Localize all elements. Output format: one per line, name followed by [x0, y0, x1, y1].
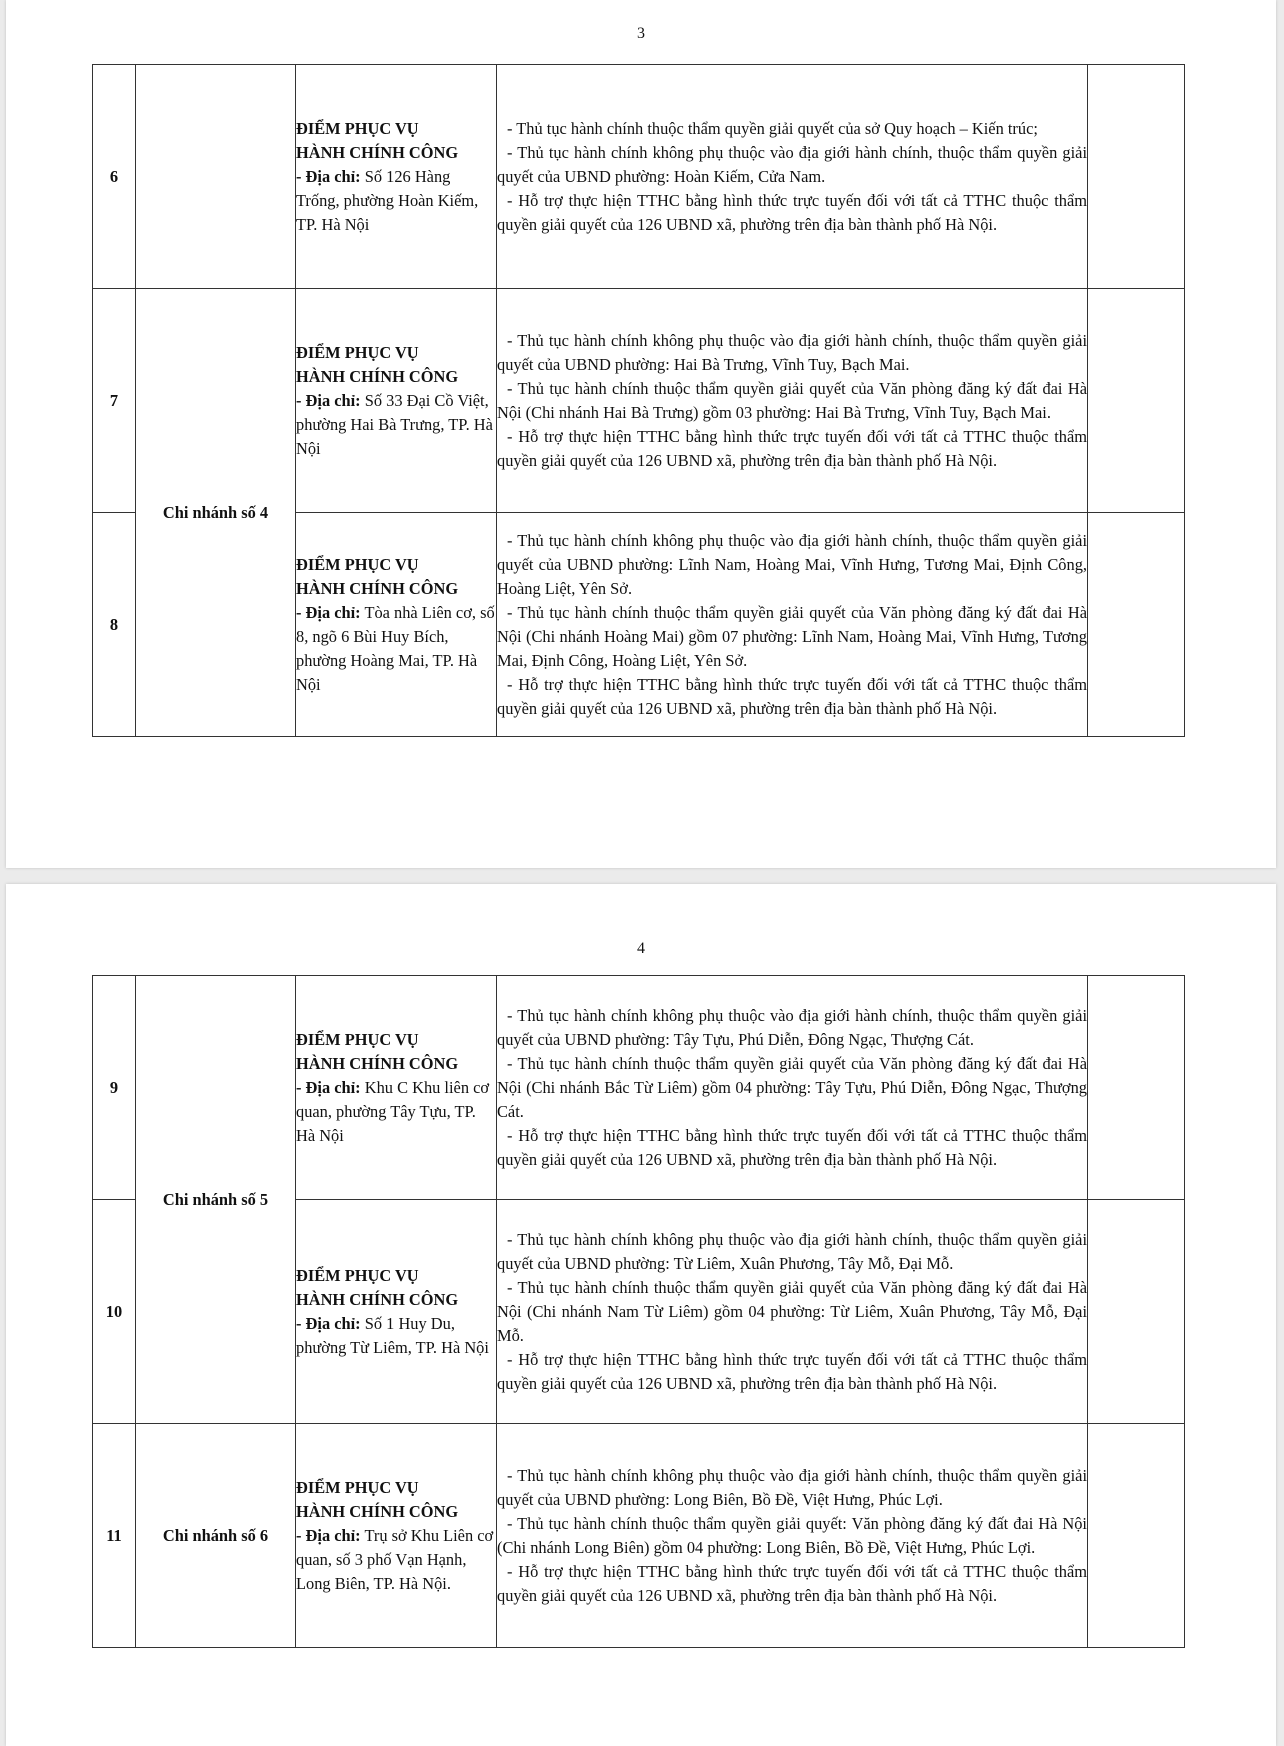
service-point-subtitle: HÀNH CHÍNH CÔNG — [296, 578, 459, 598]
branch-cell — [136, 65, 296, 289]
note-cell — [1088, 289, 1185, 513]
table-row — [93, 976, 1185, 1200]
service-point-subtitle: HÀNH CHÍNH CÔNG — [296, 1053, 459, 1073]
table-row — [93, 1424, 1185, 1648]
note-cell — [1088, 1200, 1185, 1424]
row-number: 9 — [93, 976, 136, 1200]
note-cell — [1088, 1424, 1185, 1648]
address-cell — [296, 289, 497, 513]
service-points-table — [92, 975, 1185, 1648]
table-row — [93, 289, 1185, 513]
procedures-cell — [497, 1200, 1088, 1424]
service-point-subtitle: HÀNH CHÍNH CÔNG — [296, 1289, 459, 1309]
address-cell — [296, 513, 497, 737]
address-text: Trụ sở Khu Liên cơ quan, số 3 phố Vạn Hạnh, Long Biên, TP. Hà Nội. — [296, 1525, 494, 1593]
service-point-subtitle: HÀNH CHÍNH CÔNG — [296, 142, 459, 162]
row-number: 7 — [93, 289, 136, 513]
service-point-title: ĐIỂM PHỤC VỤ — [296, 118, 419, 138]
address-label: - Địa chỉ: — [296, 1313, 361, 1333]
branch-cell: Chi nhánh số 4 — [136, 289, 296, 737]
procedure-item: - Thủ tục hành chính không phụ thuộc vào địa giới hành chính, thuộc thẩm quyền giải quyết của UBND phường: Hoàn Kiếm, Cửa Nam. — [497, 142, 1087, 186]
procedure-item: - Thủ tục hành chính thuộc thẩm quyền giải quyết của Văn phòng đăng ký đất đai Hà Nội (Chi nhánh Nam Từ Liêm) gồm 04 phường: Từ Liêm, Xuân Phương, Tây Mỗ, Đại Mỗ. — [497, 1277, 1087, 1345]
procedures-cell — [497, 513, 1088, 737]
note-cell — [1088, 976, 1185, 1200]
address-label: - Địa chỉ: — [296, 1525, 361, 1545]
note-cell — [1088, 513, 1185, 737]
address-text: Số 1 Huy Du, phường Từ Liêm, TP. Hà Nội — [296, 1313, 489, 1357]
note-cell — [1088, 65, 1185, 289]
procedure-item: - Hỗ trợ thực hiện TTHC bằng hình thức trực tuyến đối với tất cả TTHC thuộc thẩm quyền giải quyết của 126 UBND xã, phường trên địa bàn thành phố Hà Nội. — [497, 1125, 1087, 1169]
procedure-item: - Thủ tục hành chính thuộc thẩm quyền giải quyết của sở Quy hoạch – Kiến trúc; — [507, 118, 1038, 138]
page-number: 3 — [637, 25, 645, 42]
service-point-title: ĐIỂM PHỤC VỤ — [296, 554, 419, 574]
address-label: - Địa chỉ: — [296, 1077, 361, 1097]
procedure-item: - Thủ tục hành chính không phụ thuộc vào địa giới hành chính, thuộc thẩm quyền giải quyết của UBND phường: Tây Tựu, Phú Diễn, Đông Ngạc, Thượng Cát. — [497, 1005, 1087, 1049]
address-cell — [296, 976, 497, 1200]
page-number: 4 — [637, 940, 645, 957]
service-point-title: ĐIỂM PHỤC VỤ — [296, 1029, 419, 1049]
document-page-4 — [6, 884, 1276, 1746]
procedures-cell — [497, 976, 1088, 1200]
address-cell — [296, 1424, 497, 1648]
row-number: 11 — [93, 1424, 136, 1648]
row-number: 10 — [93, 1200, 136, 1424]
procedure-item: - Hỗ trợ thực hiện TTHC bằng hình thức trực tuyến đối với tất cả TTHC thuộc thẩm quyền giải quyết của 126 UBND xã, phường trên địa bàn thành phố Hà Nội. — [497, 1349, 1087, 1393]
address-cell — [296, 65, 497, 289]
procedures-cell — [497, 65, 1088, 289]
procedure-item: - Hỗ trợ thực hiện TTHC bằng hình thức trực tuyến đối với tất cả TTHC thuộc thẩm quyền giải quyết của 126 UBND xã, phường trên địa bàn thành phố Hà Nội. — [497, 1561, 1087, 1605]
document-page-3 — [6, 0, 1276, 868]
address-text: Số 33 Đại Cồ Việt, phường Hai Bà Trưng, TP. Hà Nội — [296, 390, 493, 458]
service-points-table — [92, 64, 1185, 737]
procedure-item: - Thủ tục hành chính thuộc thẩm quyền giải quyết của Văn phòng đăng ký đất đai Hà Nội (Chi nhánh Bắc Từ Liêm) gồm 04 phường: Tây Tựu, Phú Diễn, Đông Ngạc, Thượng Cát. — [497, 1053, 1087, 1121]
service-point-title: ĐIỂM PHỤC VỤ — [296, 342, 419, 362]
row-number: 6 — [93, 65, 136, 289]
procedure-item: - Thủ tục hành chính thuộc thẩm quyền giải quyết: Văn phòng đăng ký đất đai Hà Nội (Chi nhánh Long Biên) gồm 04 phường: Long Biên, Bồ Đề, Việt Hưng, Phúc Lợi. — [497, 1513, 1087, 1557]
procedure-item: - Thủ tục hành chính không phụ thuộc vào địa giới hành chính, thuộc thẩm quyền giải quyết của UBND phường: Từ Liêm, Xuân Phương, Tây Mỗ, Đại Mỗ. — [497, 1229, 1087, 1273]
service-point-title: ĐIỂM PHỤC VỤ — [296, 1477, 419, 1497]
procedure-item: - Thủ tục hành chính không phụ thuộc vào địa giới hành chính, thuộc thẩm quyền giải quyết của UBND phường: Hai Bà Trưng, Vĩnh Tuy, Bạch Mai. — [497, 330, 1087, 374]
procedures-cell — [497, 1424, 1088, 1648]
procedure-item: - Thủ tục hành chính không phụ thuộc vào địa giới hành chính, thuộc thẩm quyền giải quyết của UBND phường: Long Biên, Bồ Đề, Việt Hưng, Phúc Lợi. — [497, 1465, 1087, 1509]
procedure-item: - Hỗ trợ thực hiện TTHC bằng hình thức trực tuyến đối với tất cả TTHC thuộc thẩm quyền giải quyết của 126 UBND xã, phường trên địa bàn thành phố Hà Nội. — [497, 426, 1087, 470]
address-text: Số 126 Hàng Trống, phường Hoàn Kiếm, TP. Hà Nội — [296, 166, 479, 234]
address-label: - Địa chỉ: — [296, 602, 361, 622]
address-text: Khu C Khu liên cơ quan, phường Tây Tựu, TP. Hà Nội — [296, 1077, 490, 1145]
procedures-cell — [497, 289, 1088, 513]
service-point-subtitle: HÀNH CHÍNH CÔNG — [296, 366, 459, 386]
address-label: - Địa chỉ: — [296, 166, 361, 186]
procedure-item: - Hỗ trợ thực hiện TTHC bằng hình thức trực tuyến đối với tất cả TTHC thuộc thẩm quyền giải quyết của 126 UBND xã, phường trên địa bàn thành phố Hà Nội. — [497, 674, 1087, 718]
procedure-item: - Thủ tục hành chính thuộc thẩm quyền giải quyết của Văn phòng đăng ký đất đai Hà Nội (Chi nhánh Hai Bà Trưng) gồm 03 phường: Hai Bà Trưng, Vĩnh Tuy, Bạch Mai. — [497, 378, 1087, 422]
procedure-item: - Thủ tục hành chính thuộc thẩm quyền giải quyết của Văn phòng đăng ký đất đai Hà Nội (Chi nhánh Hoàng Mai) gồm 07 phường: Lĩnh Nam, Hoàng Mai, Vĩnh Hưng, Tương Mai, Định Công, Hoàng Liệt, Yên Sở. — [497, 602, 1087, 670]
row-number: 8 — [93, 513, 136, 737]
address-cell — [296, 1200, 497, 1424]
service-point-title: ĐIỂM PHỤC VỤ — [296, 1265, 419, 1285]
address-label: - Địa chỉ: — [296, 390, 361, 410]
branch-cell: Chi nhánh số 5 — [136, 976, 296, 1424]
branch-cell: Chi nhánh số 6 — [136, 1424, 296, 1648]
service-point-subtitle: HÀNH CHÍNH CÔNG — [296, 1501, 459, 1521]
procedure-item: - Thủ tục hành chính không phụ thuộc vào địa giới hành chính, thuộc thẩm quyền giải quyết của UBND phường: Lĩnh Nam, Hoàng Mai, Vĩnh Hưng, Tương Mai, Định Công, Hoàng Liệt, Yên Sở. — [497, 530, 1087, 598]
procedure-item: - Hỗ trợ thực hiện TTHC bằng hình thức trực tuyến đối với tất cả TTHC thuộc thẩm quyền giải quyết của 126 UBND xã, phường trên địa bàn thành phố Hà Nội. — [497, 190, 1087, 234]
table-row — [93, 65, 1185, 289]
address-text: Tòa nhà Liên cơ, số 8, ngõ 6 Bùi Huy Bích, phường Hoàng Mai, TP. Hà Nội — [296, 602, 495, 694]
